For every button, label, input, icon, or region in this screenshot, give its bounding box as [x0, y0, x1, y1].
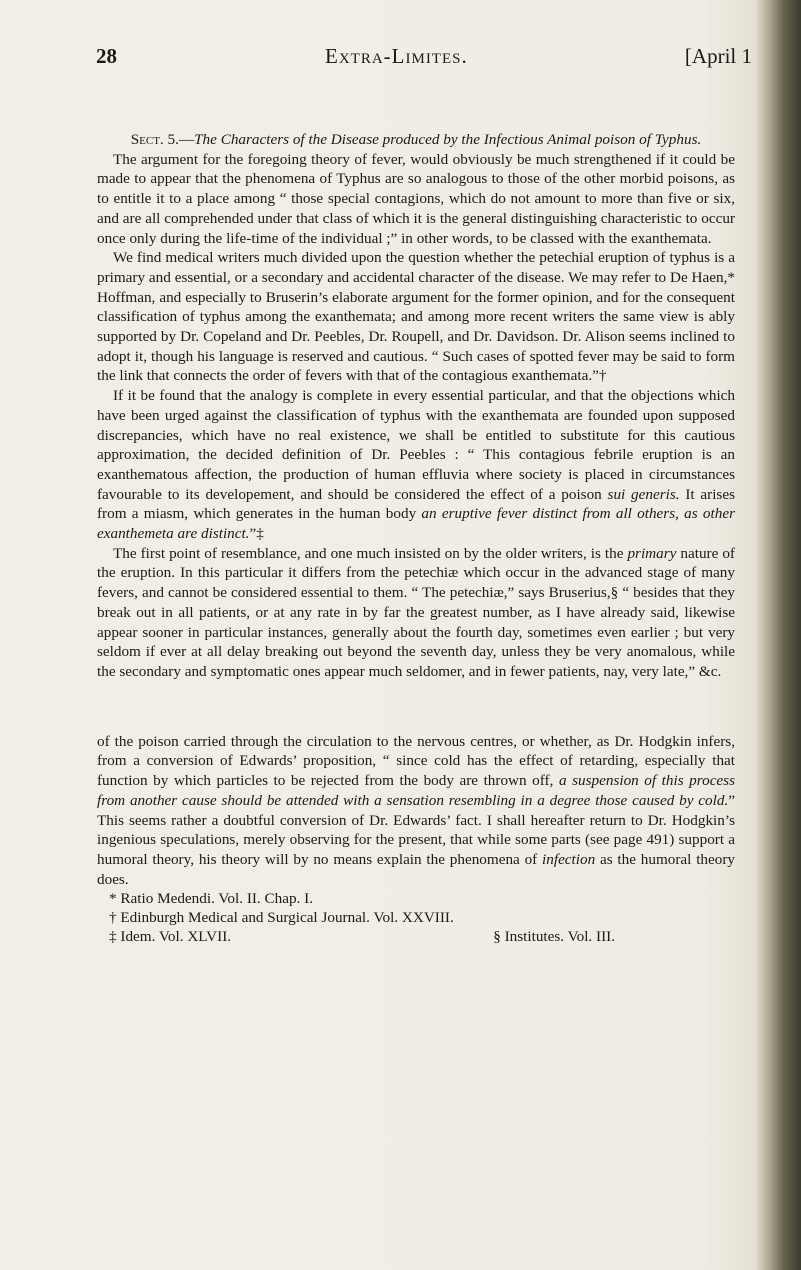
section-title: The Characters of the Disease produced by the Infectious Animal poison of Typhus. — [194, 131, 702, 148]
section-gap — [97, 682, 735, 732]
footnote-2: † Edinburgh Medical and Surgical Journal. Vol. XXVIII. — [109, 909, 454, 927]
paragraph-5-italic-1: a suspension of this process from another cause should be attended with a sensation resembling in a degree those caused by cold. — [97, 772, 735, 809]
paragraph-4-text-b: nature of the eruption. In this particular it differs from the petechiæ which occur in the advanced stage of many fevers, and cannot be considered essential to them. “ The petechiæ,” says Bruserius,§ “ besides that they break out in all patients, or at any rate in by far the greatest number, as I have already said, likewise appear sooner in particular instances, generally about the fourth day, sometimes even earlier ; but very seldom if ever at all delay breaking out beyond the seventh day, unless they be very anomalous, while the secondary and symptomatic ones appear much seldomer, and in fewer patients, nay, very late,” &c. — [97, 544, 735, 680]
paragraph-3-text-b: It arises from a miasm, which generates in the human body — [97, 485, 735, 523]
footnote-3: ‡ Idem. Vol. XLVII. — [109, 928, 232, 946]
page-binding-edge — [755, 0, 801, 1270]
page-header — [96, 44, 752, 74]
paragraph-2: We find medical writers much divided upon the question whether the petechial eruption of typhus is a primary and essential, or a secondary and accidental character of the disease. We may refer to De Haen,* Hoffman, and especially to Bruserin’s elaborate argument for the former opinion, and for the consequent classification of typhus among the exanthemata; and among more recent writers the same view is ably supported by Dr. Copeland and Dr. Peebles, Dr. Roupell, and Dr. Davidson. Dr. Alison seems inclined to adopt it, though his language is reserved and cautious. “ Such cases of spotted fever may be said to form the link that connects the order of fevers with that of the contagious exanthemata.”† — [97, 249, 735, 385]
footnote-4: § Institutes. Vol. III. — [493, 928, 615, 946]
page-body — [97, 130, 735, 947]
paragraph-5 — [97, 732, 735, 890]
paragraph-4-text-a: The first point of resemblance, and one much insisted on by the older writers, is the — [113, 544, 628, 562]
paragraph-4-italic: primary — [627, 544, 677, 562]
running-title: Extra-Limites. — [325, 44, 468, 68]
footnote-row-3 — [97, 927, 735, 947]
footnote-1: * Ratio Medendi. Vol. II. Chap. I. — [109, 890, 314, 908]
paragraph-3-text-a: If it be found that the analogy is complete in every essential particular, and that the objections which have been urged against the classification of typhus with the exanthemata are founded upon supposed discrepancies, which have no real existence, we shall be entitled to substitute for this cautious approximation, the decided definition of Dr. Peebles : “ This contagious febrile eruption is an exanthematous affection, the production of human effluvia where society is placed in circumstances favourable to its developement, and should be considered the effect of a poison — [97, 387, 735, 503]
page-number: 28 — [96, 44, 117, 68]
paragraph-1: The argument for the foregoing theory of fever, would obviously be much strengthened if it could be made to appear that the phenomena of Typhus are so analogous to those of the other morbid poisons, as to entitle it to a place among “ those special contagions, which do not amount to more than five or six, and are all comprehended under that class of which it is the general distinguishing characteristic to occur once only during the life-time of the individual ;” in other words, to be classed with the exanthemata. — [97, 150, 735, 247]
paragraph-5-text-a: of the poison carried through the circulation to the nervous centres, or whether, as Dr. Hodgkin infers, from a conversion of Edwards’ proposition, “ since cold has the effect of retarding, especially that function by which particles to be rejected from the body are thrown off, — [97, 732, 735, 790]
section-label: Sect. 5.— — [130, 131, 195, 148]
paragraph-3-text-c: ”‡ — [249, 525, 264, 543]
paragraph-4 — [97, 544, 735, 682]
header-date: [April 1 — [684, 44, 752, 68]
paragraph-5-text-b: ” This seems rather a doubtful conversion of Dr. Edwards’ fact. I shall hereafter return to Dr. Hodgkin’s ingenious speculations, merely observing for the present, that while some parts (see page 491) support a humoral theory, his theory will by no means explain the phenomena of — [97, 791, 735, 868]
paragraph-5-text-c: as the humoral theory does. — [97, 850, 735, 888]
section-heading — [97, 130, 735, 150]
paragraph-5-italic-2: infection — [542, 850, 596, 868]
paragraph-3-italic-2: an eruptive fever distinct from all others, as other exanthemeta are distinct. — [97, 505, 735, 543]
paragraph-3-italic-1: sui generis. — [607, 485, 680, 503]
paragraph-3 — [97, 386, 735, 544]
